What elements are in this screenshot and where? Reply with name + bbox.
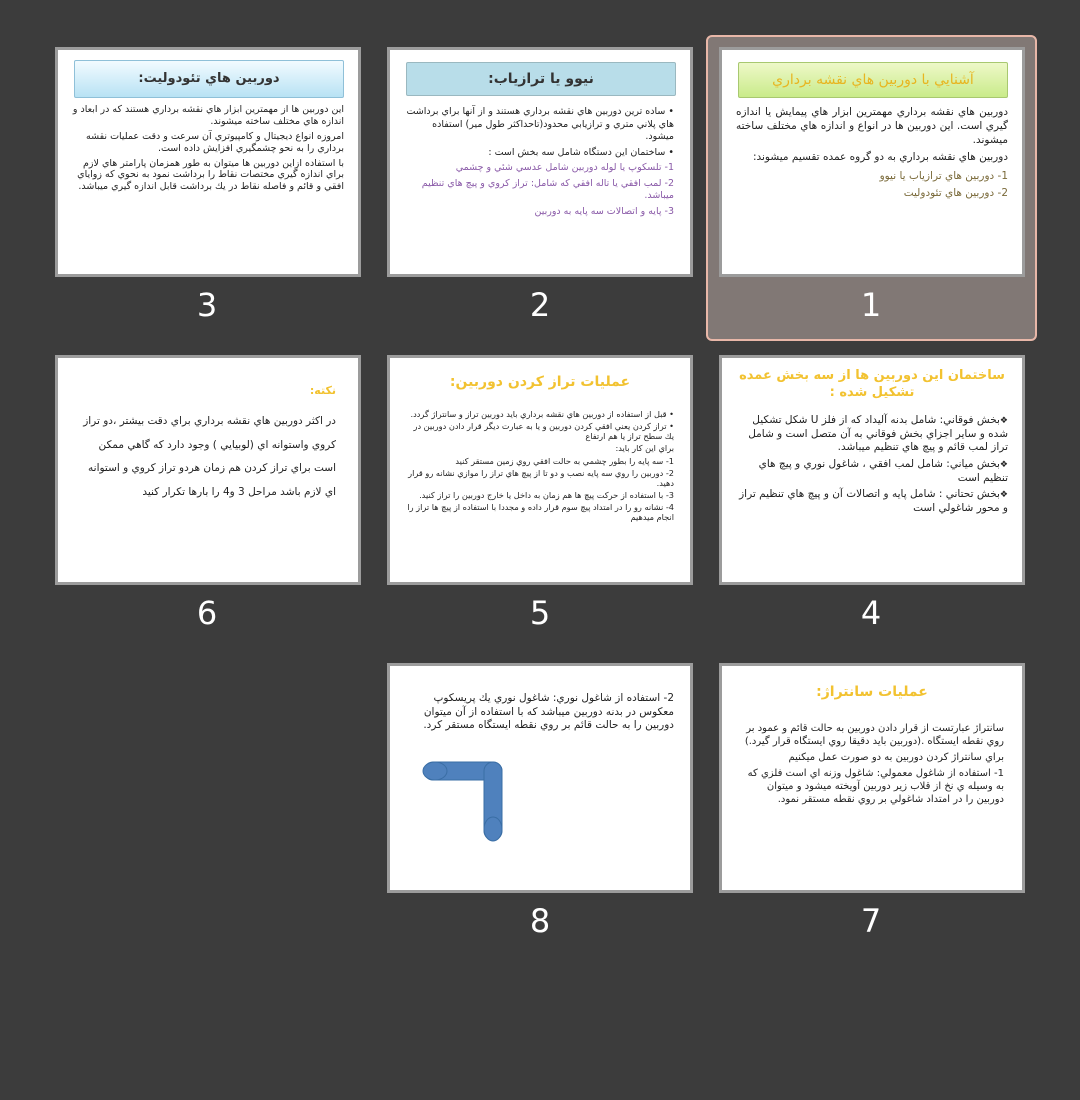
elbow-shape xyxy=(390,666,693,893)
slide-number: 8 xyxy=(529,902,551,940)
slide-title: آشنايي با دوربين هاي نقشه برداري xyxy=(738,62,1008,98)
slide-number: 4 xyxy=(860,594,882,632)
paragraph: 1- استفاده از شاغول معمولي: شاغول وزنه اي است فلزي كه به وسيله ي نخ از قلاب زير دوربين آويخته ميشود و ميتوان دوربين را در امتداد شاغولي بر روي نقطه مستقر نمود. xyxy=(747,768,1004,805)
paragraph: امروزه انواع ديجيتال و كامپيوتري آن سرعت و دقت عمليات نقشه برداري را به نحو چشمگيري افزايش داده است. xyxy=(86,130,344,154)
paragraph: براي سانتراژ كردن دوربين به دو صورت عمل ميكنيم xyxy=(788,752,1004,763)
slide-title: عمليات سانتراژ: xyxy=(816,684,928,700)
list-item: 2- دوربين را روي سه پايه نصب و دو تا از پيچ هاي تراز را موازي نشانه رو قرار دهيد. xyxy=(408,468,674,488)
slide-number: 1 xyxy=(860,286,882,324)
slide-body xyxy=(76,410,336,508)
list-item: 4- نشانه رو را در امتداد پيچ سوم قرار داده و مجددا با استفاده از پيچ ها تراز را انجام ميدهيم xyxy=(407,502,674,522)
paragraph: دوربين هاي نقشه برداري مهمترين ابزار هاي پيمايش يا اندازه گيري است. اين دوربين ها در انواع و اندازه هاي مختلف ساخته ميشوند. xyxy=(736,106,1008,146)
slide-thumbnail-8[interactable] xyxy=(387,663,693,893)
slide-body xyxy=(736,106,1008,204)
slide-title: ساختمان اين دوربين ها از سه بخش عمده تشكيل شده : xyxy=(739,368,1005,400)
bullet-item: • ساده ترين دوربين هاي نقشه برداري هستند و از آنها براي برداشت هاي پلاني متري و ترازيابي محدود(تاحداكثر طول مير) استفاده ميشود. xyxy=(406,106,674,144)
list-item: 3- پايه و اتصالات سه پايه به دوربين xyxy=(534,205,674,217)
slide-number: 2 xyxy=(529,286,551,324)
bullet-item: • قبل از استفاده از دوربين هاي نقشه برداري بايد دوربين تراز و سانتراژ گردد. xyxy=(406,410,674,419)
paragraph: 2- استفاده از شاغول نوري: شاغول نوري يك پريسكوپ معكوس در بدنه دوربين ميباشد كه با استفاده از آن ميتوان دوربين را به حالت قائم بر روي نقطه ايستگاه مستقر كرد. xyxy=(423,692,674,732)
list-item: 1- دوربين هاي ترازياب يا نيوو xyxy=(879,170,1008,183)
paragraph: اين دوربين ها از مهمترين ابزار هاي نقشه برداري هستند كه در ابعاد و اندازه هاي مختلف ساخته ميشوند. xyxy=(72,104,344,127)
slide-thumbnail-7[interactable] xyxy=(719,663,1025,893)
slide-body xyxy=(740,722,1004,809)
slide-body xyxy=(406,106,674,221)
list-item: 2- لمب افقي يا تاله افقي كه شامل: تراز كروي و پيچ هاي تنظيم ميباشد. xyxy=(421,177,674,202)
list-item: ❖ بخش فوقاني: شامل بدنه آليداد كه از فلز U شكل تشكيل شده و ساير اجزاي بخش فوقاني به آن متصل است و شامل تراز لمب قائم و پيچ هاي تنظيم ميباشد. xyxy=(738,414,1008,455)
slide-body xyxy=(72,104,344,196)
paragraph: براي اين كار بايد: xyxy=(615,443,674,454)
slide-thumbnail-2[interactable] xyxy=(387,47,693,277)
slide-number: 5 xyxy=(529,594,551,632)
slide-number: 3 xyxy=(196,286,218,324)
slide-thumbnail-4[interactable] xyxy=(719,355,1025,585)
list-item: ❖ بخش تحتاني : شامل پايه و اتصالات آن و پيچ هاي تنظيم تراز و محور شاغولي است xyxy=(738,488,1008,515)
slide-number: 7 xyxy=(860,902,882,940)
paragraph: دوربين هاي نقشه برداري به دو گروه عمده تقسيم ميشوند: xyxy=(752,150,1008,163)
slide-thumbnail-1[interactable] xyxy=(719,47,1025,277)
slide-thumbnail-5[interactable] xyxy=(387,355,693,585)
list-item: 3- با استفاده از حركت پيچ ها هم زمان به داخل يا خارج دوربين را تراز كنيد. xyxy=(419,489,674,500)
slide-thumbnail-3[interactable] xyxy=(55,47,361,277)
paragraph: با استفاده ازاين دوربين ها ميتوان به طور همزمان پارامتر هاي لازم براي اندازه گيري مختصات نقاط را برداشت نمود به نحوي كه زواياي افقي و قائم و فاصله نقاط در يك برداشت قابل اندازه گيري ميباشد. xyxy=(77,157,344,193)
list-item: 1- تلسكوپ يا لوله دوربين شامل عدسي شئي و چشمي xyxy=(455,162,674,174)
slide-body xyxy=(406,410,674,525)
slide-title: نيوو يا ترازياب: xyxy=(406,62,676,96)
slide-title: عمليات تراز كردن دوربين: xyxy=(449,374,631,390)
slide-number: 6 xyxy=(196,594,218,632)
slide-thumbnail-6[interactable] xyxy=(55,355,361,585)
paragraph: در اكثر دوربين هاي نقشه برداري براي دقت بيشتر ،دو تراز كروي واستوانه اي (لوبيايي ) وجود دارد كه گاهي ممكن است براي تراز كردن هم زمان هردو تراز كروي و استوانه اي لازم باشد مراحل 3 و4 را بارها تكرار كنيد xyxy=(83,415,336,498)
slide-title: دوربين هاي تئودوليت: xyxy=(74,60,344,98)
list-item: 2- دوربين هاي تئودوليت xyxy=(903,187,1008,200)
bullet-item: • تراز كردن يعني افقي كردن دوربين و يا به عبارت ديگر قرار دادن دوربين در يك سطح تراز يا هم ارتفاع xyxy=(406,422,674,441)
list-item: 1- سه پايه را بطور چشمي به حالت افقي روي زمين مستقر كنيد xyxy=(455,455,674,466)
bullet-item: • ساختمان اين دستگاه شامل سه بخش است : xyxy=(406,147,674,160)
slide-body xyxy=(738,414,1008,519)
list-item: ❖ بخش مياني: شامل لمب افقي ، شاغول نوري و پيچ هاي تنظيم است xyxy=(738,458,1008,485)
paragraph: سانتراژ عبارتست از قرار دادن دوربين به حالت قائم و عمود بر روي نقطه ايستگاه .(دوربين بايد دقيقا روي ايستگاه قرار گيرد.) xyxy=(744,723,1004,747)
slide-title: نكته: xyxy=(309,384,336,397)
